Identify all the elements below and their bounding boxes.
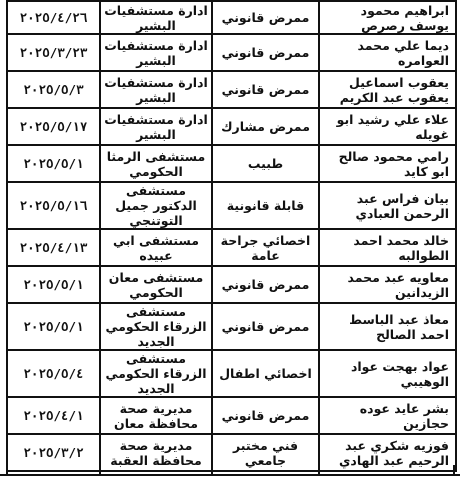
position-cell: قابلة قانونية	[212, 182, 319, 229]
facility-cell: ادارة مستشفيات البشير	[100, 1, 212, 34]
date-cell: ٢٠٢٥/٥/١	[7, 266, 100, 303]
appointments-table	[6, 0, 457, 472]
facility-cell: مستشفى الرمثا الحكومي	[100, 145, 212, 182]
facility-cell: ادارة مستشفيات البشير	[100, 71, 212, 108]
table-border-tick	[318, 465, 320, 474]
employee-name-cell: معاويه عبد محمد الزيدانين	[319, 266, 456, 303]
table-border-tick	[6, 465, 8, 474]
table-row	[7, 303, 456, 350]
date-cell: ٢٠٢٥/٣/٢	[7, 434, 100, 471]
date-cell: ٢٠٢٥/٤/١٣	[7, 229, 100, 266]
employee-name-cell: فوزيه شكري عبد الرحيم عبد الهادي	[319, 434, 456, 471]
date-cell: ٢٠٢٥/٥/١	[7, 303, 100, 350]
date-cell: ٢٠٢٥/٥/١٧	[7, 108, 100, 145]
date-cell: ٢٠٢٥/٥/٣	[7, 71, 100, 108]
table-row	[7, 108, 456, 145]
position-cell: ممرض قانوني	[212, 266, 319, 303]
table-row	[7, 350, 456, 397]
position-cell: اخصائي اطفال	[212, 350, 319, 397]
facility-cell: مستشفى معان الحكومي	[100, 266, 212, 303]
table-border-tick	[453, 465, 455, 474]
employee-name-cell: رامي محمود صالح ابو كايد	[319, 145, 456, 182]
table-row	[7, 229, 456, 266]
position-cell: ممرض قانوني	[212, 34, 319, 71]
position-cell: ممرض قانوني	[212, 1, 319, 34]
table-row	[7, 182, 456, 229]
position-cell: ممرض قانوني	[212, 71, 319, 108]
table-row	[7, 71, 456, 108]
position-cell: فني مختبر جامعي	[212, 434, 319, 471]
employee-name-cell: بيان فراس عبد الرحمن العبادي	[319, 182, 456, 229]
position-cell: ممرض قانوني	[212, 303, 319, 350]
date-cell: ٢٠٢٥/٥/١٦	[7, 182, 100, 229]
date-cell: ٢٠٢٥/٥/١	[7, 145, 100, 182]
table-row	[7, 1, 456, 34]
facility-cell: مستشفى الزرقاء الحكومي الجديد	[100, 350, 212, 397]
employee-name-cell: معاذ عبد الباسط احمد الصالح	[319, 303, 456, 350]
table-row	[7, 266, 456, 303]
facility-cell: مستشفى الدكتور جميل التوتنجي	[100, 182, 212, 229]
date-cell: ٢٠٢٥/٥/٤	[7, 350, 100, 397]
table-border-line	[0, 474, 460, 476]
employee-name-cell: بشر عايد عوده حجازين	[319, 397, 456, 434]
facility-cell: مستشفى ابي عبيده	[100, 229, 212, 266]
employee-name-cell: يعقوب اسماعيل يعقوب عبد الكريم	[319, 71, 456, 108]
facility-cell: مديرية صحة محافظة العقبة	[100, 434, 212, 471]
position-cell: ممرض مشارك	[212, 108, 319, 145]
facility-cell: ادارة مستشفيات البشير	[100, 34, 212, 71]
facility-cell: ادارة مستشفيات البشير	[100, 108, 212, 145]
position-cell: اخصائي جراحة عامة	[212, 229, 319, 266]
employee-name-cell: خالد محمد احمد الطوالبه	[319, 229, 456, 266]
table-row	[7, 145, 456, 182]
date-cell: ٢٠٢٥/٣/٢٣	[7, 34, 100, 71]
table-row	[7, 34, 456, 71]
employee-name-cell: ديما علي محمد العوامره	[319, 34, 456, 71]
employee-name-cell: علاء علي رشيد ابو غويله	[319, 108, 456, 145]
table-row	[7, 397, 456, 434]
table-border-tick	[99, 465, 101, 474]
table-border-tick	[211, 465, 213, 474]
employee-name-cell: عواد بهجت عواد الوهيبي	[319, 350, 456, 397]
facility-cell: مديرية صحة محافظة معان	[100, 397, 212, 434]
facility-cell: مستشفى الزرقاء الحكومي الجديد	[100, 303, 212, 350]
employee-name-cell: ابراهيم محمود يوسف رصرص	[319, 1, 456, 34]
date-cell: ٢٠٢٥/٤/١	[7, 397, 100, 434]
position-cell: طبيب	[212, 145, 319, 182]
date-cell: ٢٠٢٥/٤/٢٦	[7, 1, 100, 34]
position-cell: ممرض قانوني	[212, 397, 319, 434]
table-bottom-edge	[0, 465, 460, 483]
